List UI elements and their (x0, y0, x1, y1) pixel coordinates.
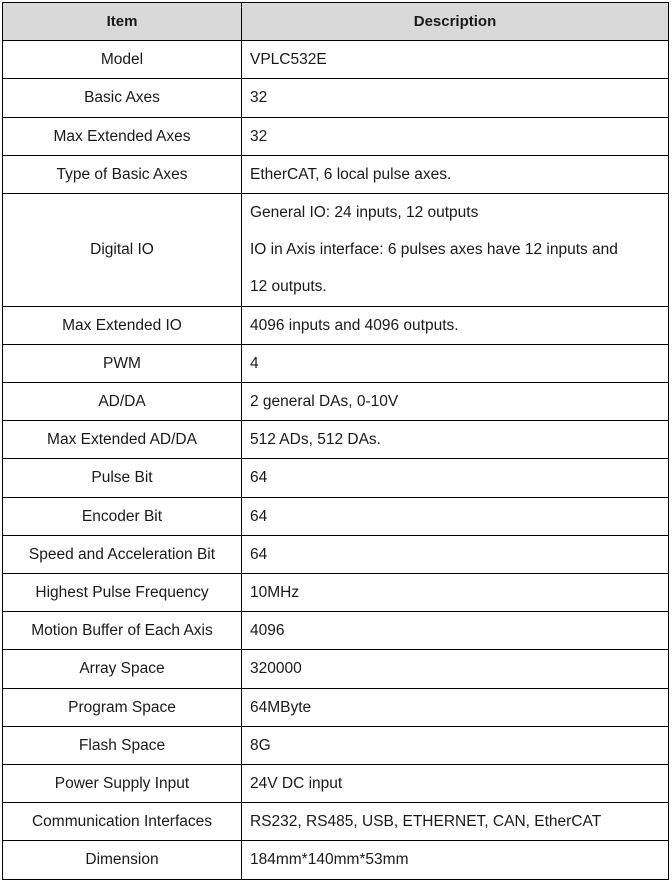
table-row (3, 497, 669, 535)
description-line: 12 outputs. (250, 278, 327, 296)
table-row (3, 306, 669, 344)
table-row (3, 421, 669, 459)
description-line: 4096 (250, 622, 285, 640)
table-row (3, 155, 669, 193)
description-cell (242, 841, 669, 879)
description-line: 64 (250, 545, 268, 563)
description-line: 2 general DAs, 0-10V (250, 393, 399, 411)
table-row (3, 574, 669, 612)
description-line: 32 (250, 89, 268, 107)
item-cell: Highest Pulse Frequency (3, 574, 242, 612)
description-line: 8G (250, 736, 271, 754)
item-cell: AD/DA (3, 383, 242, 421)
item-cell: Max Extended Axes (3, 117, 242, 155)
description-cell (242, 459, 669, 497)
table-row (3, 194, 669, 307)
description-cell (242, 421, 669, 459)
description-line: 64 (250, 469, 268, 487)
description-line: 32 (250, 127, 268, 145)
description-line: 184mm*140mm*53mm (250, 851, 409, 869)
table-row (3, 688, 669, 726)
table-row (3, 344, 669, 382)
description-cell (242, 41, 669, 79)
description-cell (242, 574, 669, 612)
description-cell (242, 306, 669, 344)
description-line: 24V DC input (250, 775, 343, 793)
table-row (3, 79, 669, 117)
table-row (3, 459, 669, 497)
description-cell (242, 650, 669, 688)
item-cell: Motion Buffer of Each Axis (3, 612, 242, 650)
table-row (3, 650, 669, 688)
table-row (3, 765, 669, 803)
spec-table (2, 2, 669, 880)
description-line: 10MHz (250, 584, 300, 602)
description-line: IO in Axis interface: 6 pulses axes have 12 inputs and (250, 241, 618, 259)
description-cell (242, 117, 669, 155)
item-cell: Encoder Bit (3, 497, 242, 535)
table-row (3, 612, 669, 650)
item-cell: Digital IO (3, 194, 242, 307)
description-cell (242, 497, 669, 535)
description-line: RS232, RS485, USB, ETHERNET, CAN, EtherCAT (250, 813, 602, 831)
table-row (3, 841, 669, 879)
item-cell: Model (3, 41, 242, 79)
item-cell: Type of Basic Axes (3, 155, 242, 193)
item-cell: Array Space (3, 650, 242, 688)
description-line: General IO: 24 inputs, 12 outputs (250, 204, 479, 222)
description-cell (242, 155, 669, 193)
description-cell (242, 726, 669, 764)
item-cell: Max Extended IO (3, 306, 242, 344)
item-cell: Flash Space (3, 726, 242, 764)
description-line: 4096 inputs and 4096 outputs. (250, 316, 459, 334)
description-line: 512 ADs, 512 DAs. (250, 431, 381, 449)
description-line: 4 (250, 354, 259, 372)
item-cell: PWM (3, 344, 242, 382)
table-row (3, 535, 669, 573)
description-cell (242, 612, 669, 650)
item-cell: Program Space (3, 688, 242, 726)
table-row (3, 41, 669, 79)
description-cell (242, 803, 669, 841)
item-cell: Basic Axes (3, 79, 242, 117)
table-row (3, 726, 669, 764)
description-line: 64MByte (250, 698, 312, 716)
description-line: 64 (250, 507, 268, 525)
description-cell (242, 383, 669, 421)
table-row (3, 803, 669, 841)
description-cell (242, 79, 669, 117)
table-body (3, 41, 669, 879)
description-line: EtherCAT, 6 local pulse axes. (250, 165, 452, 183)
table-row (3, 383, 669, 421)
description-cell (242, 194, 669, 307)
item-cell: Speed and Acceleration Bit (3, 535, 242, 573)
item-cell: Dimension (3, 841, 242, 879)
header-description: Description (242, 3, 669, 41)
description-line: VPLC532E (250, 51, 327, 69)
header-item: Item (3, 3, 242, 41)
item-cell: Communication Interfaces (3, 803, 242, 841)
description-line: 320000 (250, 660, 302, 678)
table-row (3, 117, 669, 155)
item-cell: Pulse Bit (3, 459, 242, 497)
description-cell (242, 688, 669, 726)
description-cell (242, 765, 669, 803)
description-cell (242, 535, 669, 573)
description-cell (242, 344, 669, 382)
item-cell: Max Extended AD/DA (3, 421, 242, 459)
table-header-row (3, 3, 669, 41)
item-cell: Power Supply Input (3, 765, 242, 803)
